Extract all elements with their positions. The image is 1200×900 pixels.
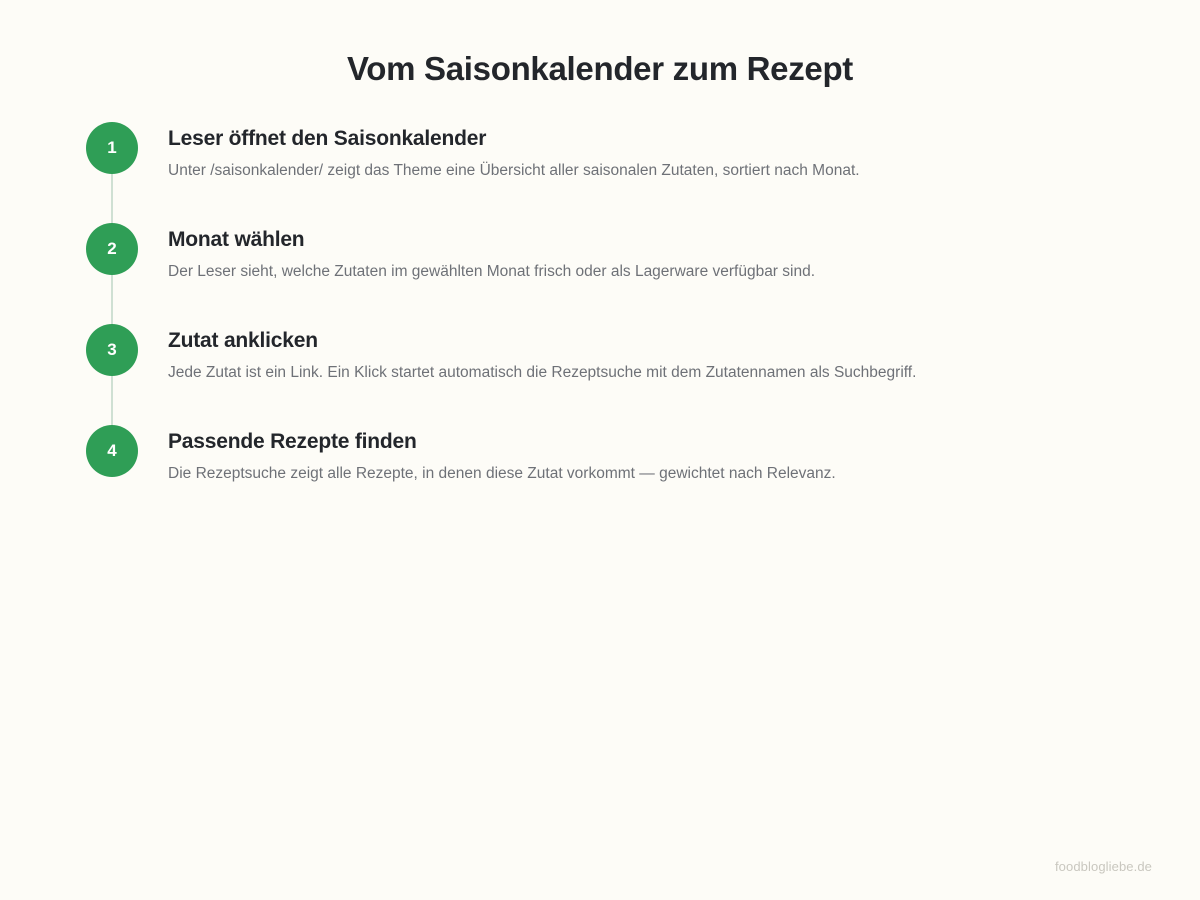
step-number-badge: 4	[86, 425, 138, 477]
step-description: Die Rezeptsuche zeigt alle Rezepte, in denen diese Zutat vorkommt — gewichtet nach Relevanz.	[168, 465, 836, 483]
step-connector-line	[111, 174, 113, 226]
steps-list	[86, 122, 1116, 495]
step-description: Der Leser sieht, welche Zutaten im gewählten Monat frisch oder als Lagerware verfügbar sind.	[168, 263, 816, 281]
page-title: Vom Saisonkalender zum Rezept	[347, 50, 853, 87]
step-marker-column	[86, 425, 138, 477]
list-item	[86, 324, 1116, 425]
step-connector-line	[111, 275, 113, 327]
list-item	[86, 425, 1116, 495]
step-description: Unter /saisonkalender/ zeigt das Theme eine Übersicht aller saisonalen Zutaten, sortiert nach Monat.	[168, 162, 860, 180]
step-number-badge: 2	[86, 223, 138, 275]
step-connector-line	[111, 376, 113, 428]
footer-watermark: foodblogliebe.de	[1054, 859, 1152, 874]
step-title: Passende Rezepte finden	[168, 430, 417, 453]
step-number-badge: 1	[86, 122, 138, 174]
step-marker-column	[86, 223, 138, 275]
step-number-badge: 3	[86, 324, 138, 376]
step-content	[138, 223, 815, 284]
step-marker-column	[86, 122, 138, 174]
step-description: Jede Zutat ist ein Link. Ein Klick startet automatisch die Rezeptsuche mit dem Zutatennamen als Suchbegriff.	[168, 364, 917, 382]
step-content	[138, 425, 836, 486]
step-title: Leser öffnet den Saisonkalender	[168, 127, 487, 150]
step-title: Monat wählen	[168, 228, 305, 251]
list-item	[86, 122, 1116, 223]
step-content	[138, 324, 916, 385]
step-marker-column	[86, 324, 138, 376]
step-content	[138, 122, 860, 183]
step-title: Zutat anklicken	[168, 329, 318, 352]
list-item	[86, 223, 1116, 324]
